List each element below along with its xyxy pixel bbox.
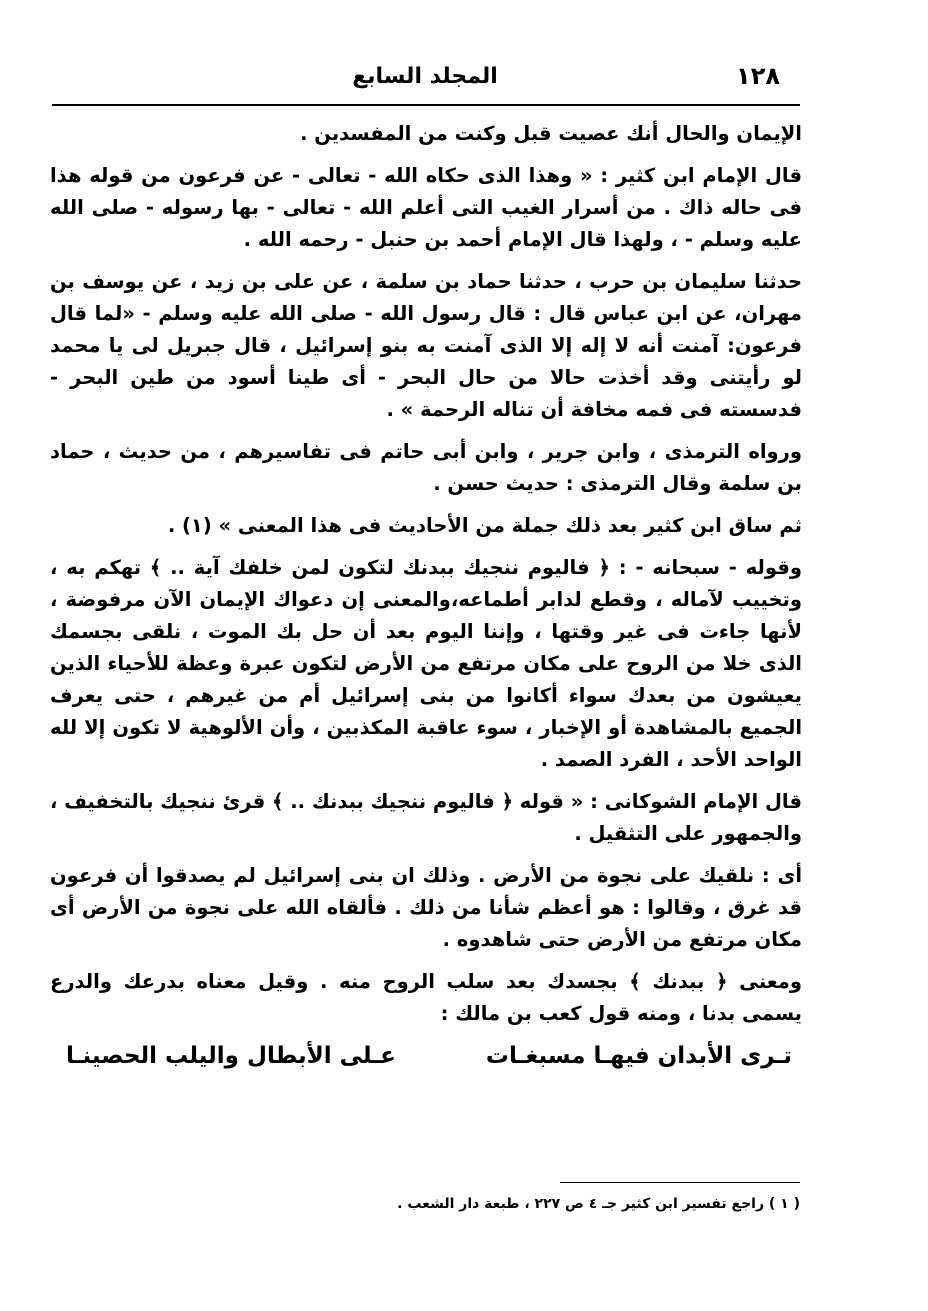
paragraph: ثم ساق ابن كثير بعد ذلك جملة من الأحاديث فى هذا المعنى » (١) .: [167, 514, 802, 537]
paragraph: أى : نلقيك على نجوة من الأرض . وذلك ان بنى إسرائيل لم يصدقوا أن فرعون قد غرق ، وقالوا : هو أعظم شأنا من ذلك . فألقاه الله على نجوة من الأرض أى مكان مرتفع من الأرض حتى شاهدوه .: [50, 864, 802, 951]
paragraph: الإيمان والحال أنك عصيت قبل وكنت من المفسدين .: [300, 122, 802, 145]
paragraph: حدثنا سليمان بن حرب ، حدثنا حماد بن سلمة ، عن على بن زيد ، عن يوسف بن مهران، عن ابن عباس قال : قال رسول الله - صلى الله عليه وسلم - «لما قال فرعون: آمنت أنه لا إله إلا الذى آمنت به بنو إسرائيل ، قال جبريل لى يا محمد لو رأيتنى وقد أخذت حالا من حال البحر - أى طينا أسود من طين البحر - فدسسته فى فمه مخافة أن تناله الرحمة » .: [50, 270, 802, 421]
page-number: ١٢٨: [736, 62, 780, 90]
volume-title: المجلد السابع: [352, 64, 498, 89]
paragraph: قال الإمام ابن كثير : « وهذا الذى حكاه الله - تعالى - عن فرعون من قوله هذا فى حاله ذاك . من أسرار الغيب التى أعلم الله - تعالى - بها رسوله - صلى الله عليه وسلم - ، ولهذا قال الإمام أحمد بن حنبل - رحمه الله .: [50, 164, 802, 251]
paragraph: ومعنى ﴿ ببدنك ﴾ بجسدك بعد سلب الروح منه . وقيل معناه بدرعك والدرع يسمى بدنا ، ومنه قول كعب بن مالك :: [50, 970, 802, 1025]
paragraph: قال الإمام الشوكانى : « قوله ﴿ فاليوم ننجيك ببدنك .. ﴾ قرئ ننجيك بالتخفيف ، والجمهور على التثقيل .: [50, 790, 802, 845]
page-body: [50, 118, 802, 1072]
paragraph: وقوله - سبحانه - : ﴿ فاليوم ننجيك ببدنك لتكون لمن خلفك آية .. ﴾ تهكم به ، وتخييب لآماله ، وقطع لدابر أطماعه،والمعنى إن دعواك الإيمان الآن مرفوضة ، لأنها جاءت فى غير وقتها ، وإننا اليوم بعد أن حل بك الموت ، نلقى بجسمك الذى خلا من الروح على مكان مرتفع من الأرض لتكون عبرة وعظة للأحياء الذين يعيشون من بعدك سواء أكانوا من بنى إسرائيل أم من غيرهم ، حتى يعرف الجميع بالمشاهدة أو الإخبار ، سوء عاقبة المكذبين ، وأن الألوهية لا تكون إلا لله الواحد الأحد ، الفرد الصمد .: [50, 556, 802, 771]
verse-second-hemistich: عـلى الأبطال واليلب الحصينـا: [66, 1043, 396, 1069]
poetry-verse: [50, 1040, 802, 1072]
verse-first-hemistich: تـرى الأبدان فيهـا مسبغـات: [485, 1043, 792, 1069]
header-divider: [52, 104, 800, 106]
footnote-divider: [560, 1182, 800, 1183]
page-header: [52, 54, 798, 102]
paragraph: ورواه الترمذى ، وابن جرير ، وابن أبى حاتم فى تفاسيرهم ، من حديث ، حماد بن سلمة وقال الترمذى : حديث حسن .: [50, 440, 802, 495]
footnote: ( ١ ) راجع تفسير ابن كثير جـ ٤ ص ٢٢٧ ، طبعة دار الشعب .: [397, 1196, 800, 1212]
